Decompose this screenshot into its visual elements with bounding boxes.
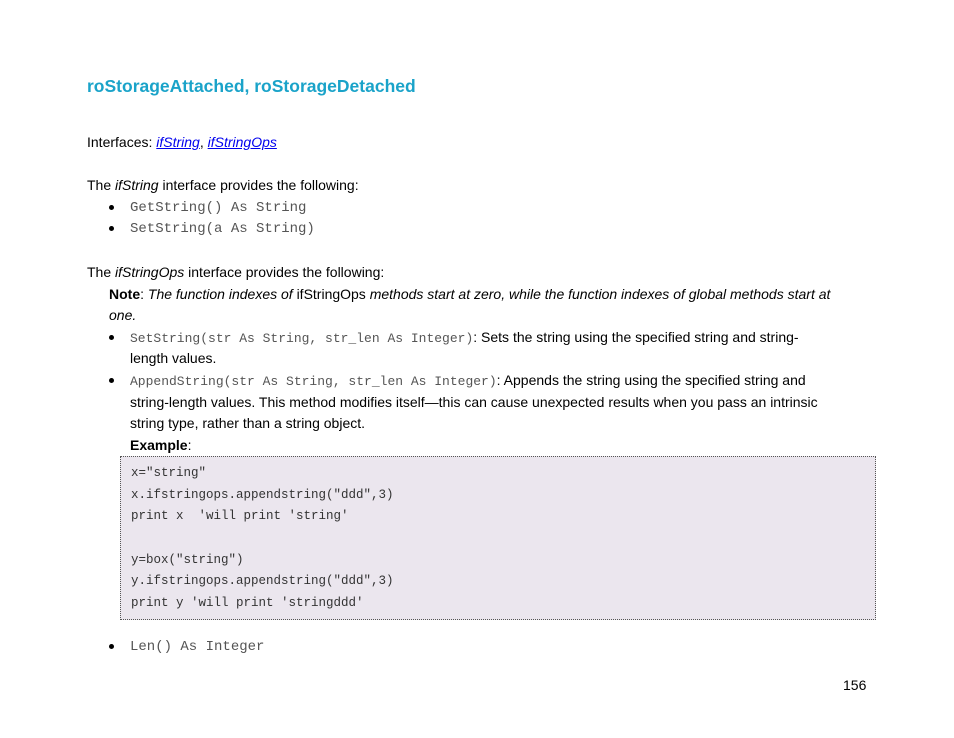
ifstringops-intro-post: interface provides the following: — [184, 264, 385, 280]
appendstring-code: AppendString(str As String, str_len As Integer) — [130, 374, 497, 389]
note-text-2: methods start at zero, while the function indexes of global methods start at — [365, 286, 831, 302]
note-line-1 — [109, 285, 830, 303]
code-line: print y 'will print 'stringddd' — [131, 596, 364, 610]
bullet-icon — [109, 205, 114, 210]
interfaces-label: Interfaces: — [87, 134, 157, 150]
code-line: print x 'will print 'string' — [131, 509, 349, 523]
note-text-1: The function indexes of — [147, 286, 297, 302]
setstring-code: SetString(str As String, str_len As Integer) — [130, 331, 474, 346]
ifstring-intro-name: ifString — [115, 177, 159, 193]
appendstring-line-3: string type, rather than a string object. — [130, 415, 366, 431]
method-setstring-a: SetString(a As String) — [130, 221, 315, 237]
ifstring-intro — [87, 176, 359, 194]
note-colon: : — [140, 286, 148, 302]
ifstringops-intro — [87, 263, 384, 281]
setstring-line-2: length values. — [130, 350, 217, 366]
note-text-3: one. — [109, 307, 137, 323]
bullet-icon — [109, 335, 114, 340]
method-len: Len() As Integer — [130, 639, 265, 655]
bullet-icon — [109, 644, 114, 649]
setstring-desc-1: : Sets the string using the specified string and string- — [473, 329, 799, 345]
code-example-box — [120, 456, 876, 620]
setstring-line-1 — [130, 328, 799, 348]
note-label: Note — [109, 286, 141, 302]
ifstring-intro-pre: The — [87, 177, 116, 193]
example-colon: : — [187, 437, 192, 453]
note-plain: ifStringOps — [296, 286, 366, 302]
interfaces-line — [87, 133, 277, 151]
page-number: 156 — [843, 677, 867, 693]
code-line: y.ifstringops.appendstring("ddd",3) — [131, 574, 394, 588]
ifstringops-intro-pre: The — [87, 264, 116, 280]
example-label: Example — [130, 437, 188, 453]
example-label-line — [130, 436, 191, 454]
ifstringops-intro-name: ifStringOps — [115, 264, 185, 280]
bullet-icon — [109, 226, 114, 231]
ifstring-intro-post: interface provides the following: — [158, 177, 359, 193]
code-line: x="string" — [131, 466, 207, 480]
ifstringops-link[interactable]: ifStringOps — [207, 134, 277, 150]
appendstring-line-1 — [130, 371, 806, 391]
page-heading: roStorageAttached, roStorageDetached — [87, 76, 416, 96]
appendstring-desc-1: : Appends the string using the specified string and — [496, 372, 806, 388]
interfaces-separator: , — [199, 134, 208, 150]
appendstring-line-2: string-length values. This method modifies itself—this can cause unexpected results when you pass an intrinsic — [130, 394, 818, 410]
bullet-icon — [109, 378, 114, 383]
code-line: y=box("string") — [131, 553, 244, 567]
ifstring-link[interactable]: ifString — [156, 134, 200, 150]
method-getstring: GetString() As String — [130, 200, 307, 216]
code-line: x.ifstringops.appendstring("ddd",3) — [131, 488, 394, 502]
note-line-2 — [109, 306, 136, 324]
